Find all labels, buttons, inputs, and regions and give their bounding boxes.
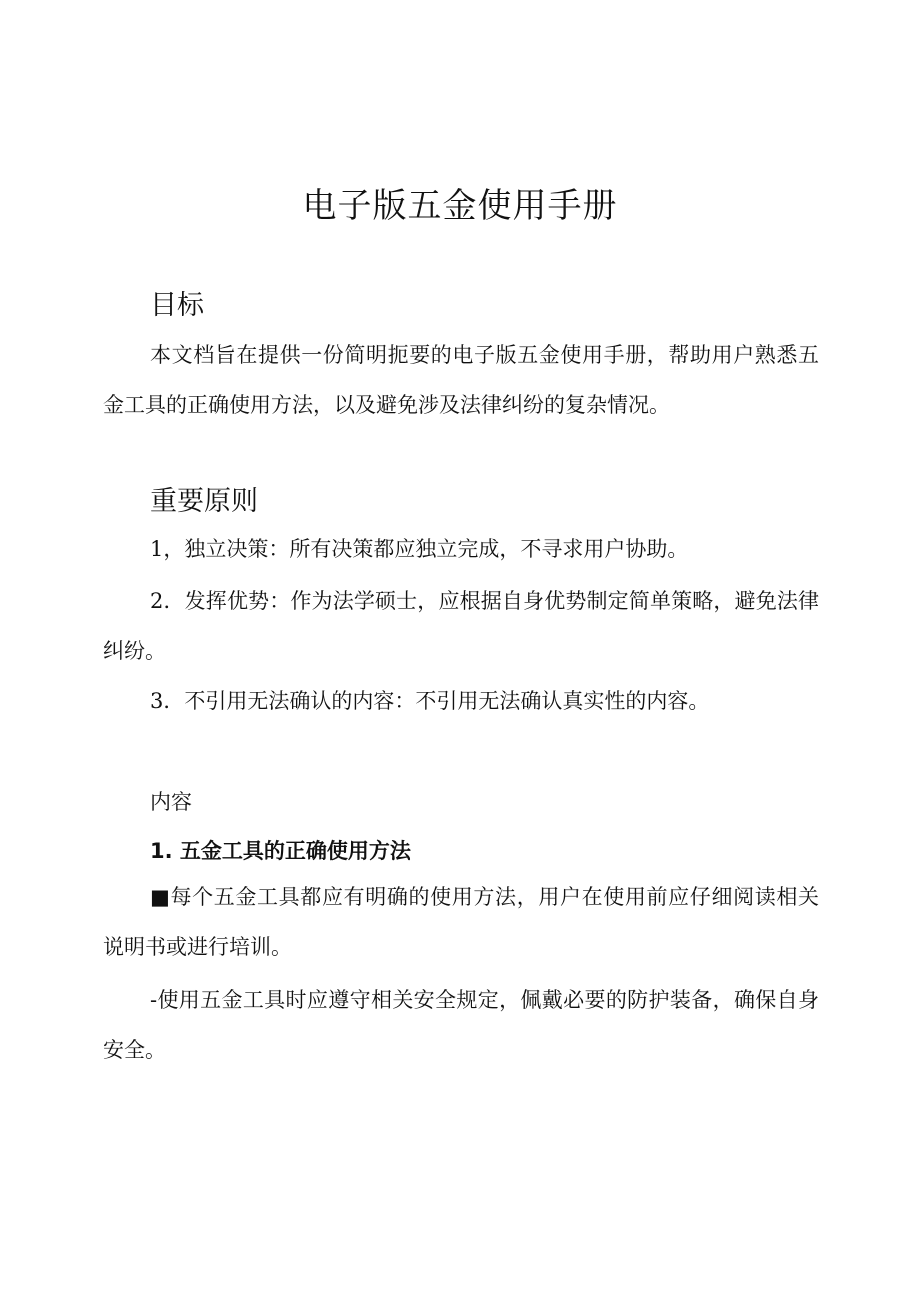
principles-heading: 重要原则 xyxy=(150,486,258,517)
document-title: 电子版五金使用手册 xyxy=(302,186,618,226)
section-1-paragraph-2: -使用五金工具时应遵守相关安全规定，佩戴必要的防护装备，确保自身安全。 xyxy=(103,988,819,1062)
section-1-paragraph-1: ■每个五金工具都应有明确的使用方法，用户在使用前应仔细阅读相关说明书或进行培训。 xyxy=(103,885,819,959)
principle-item-1: 1，独立决策：所有决策都应独立完成，不寻求用户协助。 xyxy=(150,537,689,561)
principle-item-3: 3．不引用无法确认的内容：不引用无法确认真实性的内容。 xyxy=(150,689,710,713)
section-1-heading: 1. 五金工具的正确使用方法 xyxy=(150,839,411,863)
goal-paragraph: 本文档旨在提供一份简明扼要的电子版五金使用手册，帮助用户熟悉五金工具的正确使用方法，以及避免涉及法律纠纷的复杂情况。 xyxy=(103,343,819,417)
content-label: 内容 xyxy=(150,790,192,814)
goal-heading: 目标 xyxy=(150,290,204,321)
principle-item-2: 2．发挥优势：作为法学硕士，应根据自身优势制定简单策略，避免法律纠纷。 xyxy=(103,589,819,663)
